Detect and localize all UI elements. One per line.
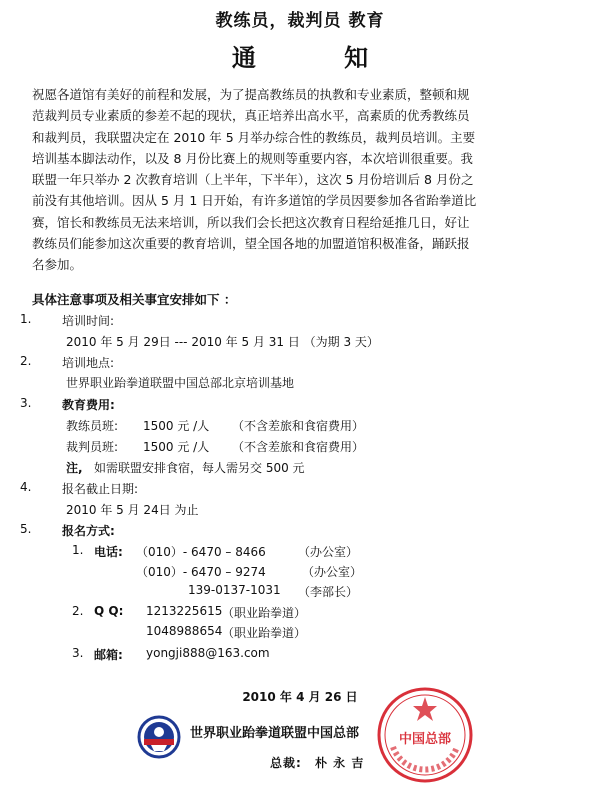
document-title: 教练员，裁判员 教育 (215, 11, 385, 31)
coach-class-note: （不含差旅和食宿费用） (232, 419, 365, 433)
qq-1-note: （职业跆拳道） (222, 606, 307, 620)
fee-note-label: 注, (66, 461, 83, 475)
phone-1: （010）- 6470 – 8466 (136, 545, 266, 559)
training-time: 2010 年 5 月 29日 --- 2010 年 5 月 31 日 （为期 3 天） (66, 335, 379, 349)
item-5-label: 报名方式: (62, 524, 115, 538)
item-2-label: 培训地点: (62, 356, 115, 370)
federation-logo-icon (137, 715, 181, 759)
item-3-number: 3. (20, 396, 32, 410)
phone-1-note: （办公室） (298, 545, 359, 559)
phone-3: 139-0137-1031 (188, 583, 281, 597)
sub-1-number: 1. (72, 543, 84, 557)
referee-class-price: 1500 元 /人 (143, 440, 210, 454)
coach-class-price: 1500 元 /人 (143, 419, 210, 433)
item-2-number: 2. (20, 354, 32, 368)
sub-3-number: 3. (72, 646, 84, 660)
section-heading: 具体注意事项及相关事宜安排如下 ： (32, 292, 237, 307)
official-seal-icon (375, 685, 475, 785)
qq-1: 1213225615 (146, 604, 223, 618)
president-line (270, 754, 364, 771)
seal-center-text: 中国总部 (398, 732, 452, 747)
fee-note-text: 如需联盟安排食宿，每人需另交 500 元 (94, 461, 305, 475)
coach-class-label: 教练员班: (66, 419, 119, 433)
intro-paragraph (32, 84, 580, 276)
phone-3-note: （李部长） (298, 585, 359, 599)
sub-2-number: 2. (72, 604, 84, 618)
intro-line: 教练员们能参加这次重要的教育培训，望全国各地的加盟道馆积极准备，踊跃报 (32, 236, 470, 252)
phone-label: 电话: (94, 545, 123, 559)
email-label: 邮箱: (94, 648, 123, 662)
president-label: 总裁: (270, 756, 302, 770)
training-location: 世界职业跆拳道联盟中国总部北京培训基地 (66, 376, 295, 390)
intro-line: 培训基本脚法动作，以及 8 月份比赛上的规则等重要内容，本次培训很重要。我 (32, 150, 473, 166)
item-1-label: 培训时间: (62, 314, 115, 328)
item-1-number: 1. (20, 312, 32, 326)
issue-date: 2010 年 4 月 26 日 (242, 690, 358, 704)
intro-line: 名参加。 (32, 257, 83, 273)
item-4-number: 4. (20, 480, 32, 494)
intro-line: 祝愿各道馆有美好的前程和发展，为了提高教练员的执教和专业素质，整顿和规 (32, 87, 470, 102)
phone-2: （010）- 6470 – 9274 (136, 565, 266, 579)
registration-deadline: 2010 年 5 月 24日 为止 (66, 503, 199, 517)
intro-line: 和裁判员，我联盟决定在 2010 年 5 月举办综合性的教练员，裁判员培训。主要 (32, 129, 476, 145)
intro-line: 联盟一年只举办 2 次教育培训（上半年，下半年），这次 5 月份培训后 8 月份之 (32, 172, 474, 188)
intro-line: 赛，馆长和教练员无法来培训，所以我们会长把这次教育日程给延推几日，好让 (32, 214, 470, 230)
organization-name: 世界职业跆拳道联盟中国总部 (190, 726, 360, 741)
intro-line: 前没有其他培训。因从 5 月 1 日开始，有许多道馆的学员因要参加各省跆拳道比 (32, 193, 477, 209)
qq-label: Q Q: (94, 604, 124, 618)
item-4-label: 报名截止日期: (62, 482, 139, 496)
document-subtitle: 通 知 (231, 44, 409, 72)
referee-class-note: （不含差旅和食宿费用） (232, 440, 365, 454)
qq-2: 1048988654 (146, 624, 223, 638)
intro-line: 范裁判员专业素质的参差不起的现状，真正培养出高水平，高素质的优秀教练员 (32, 108, 470, 124)
email-address: yongji888@163.com (146, 646, 270, 660)
item-3-label: 教育费用: (62, 398, 115, 412)
phone-2-note: （办公室） (302, 565, 363, 579)
qq-2-note: （职业跆拳道） (222, 626, 307, 640)
item-5-number: 5. (20, 522, 32, 536)
referee-class-label: 裁判员班: (66, 440, 119, 454)
president-name: 朴 永 吉 (315, 756, 365, 770)
